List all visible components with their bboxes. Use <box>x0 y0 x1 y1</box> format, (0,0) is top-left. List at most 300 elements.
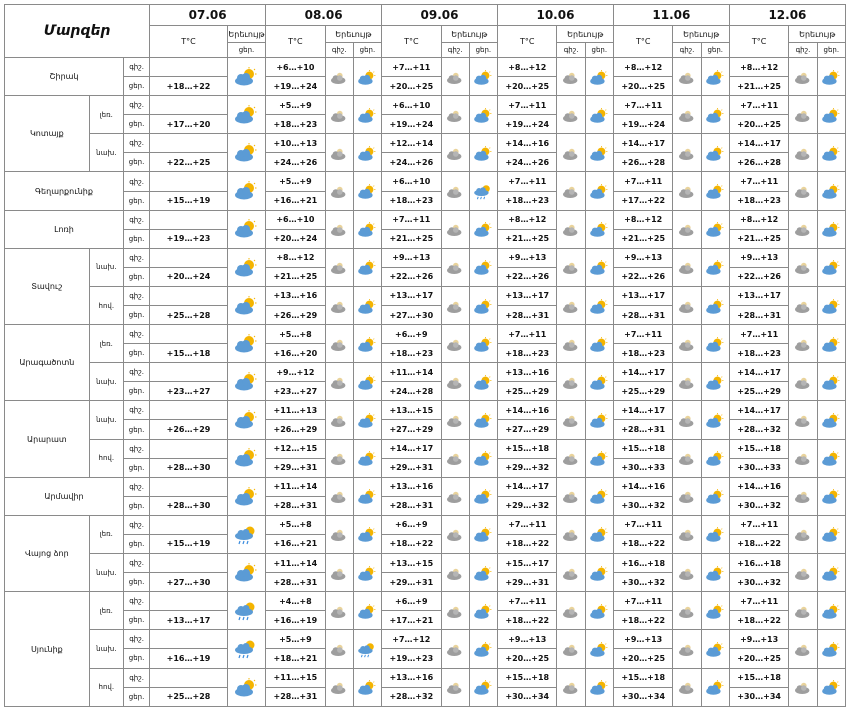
night-temp-cell: +6…+9 <box>382 515 441 534</box>
region-name: Շիրակ <box>5 58 124 96</box>
day-temp-cell: +28…+31 <box>266 687 325 706</box>
sun-cloud-icon <box>472 143 494 162</box>
partly-cloudy-icon-cell <box>469 58 497 96</box>
night-temp-cell: +11…+14 <box>382 363 441 382</box>
time-of-day-label: ցեր. <box>123 267 149 286</box>
table-row <box>5 630 846 649</box>
day-temp-cell: +30…+33 <box>729 458 788 477</box>
night-cloud-icon-cell <box>325 96 353 134</box>
cloud-icon <box>560 639 582 658</box>
day-temp-cell: +30…+32 <box>613 496 672 515</box>
sun-cloud-icon <box>472 601 494 620</box>
cloud-icon <box>792 487 814 506</box>
cloud-icon <box>676 67 698 86</box>
partly-cloudy-icon-cell <box>469 134 497 172</box>
partly-cloudy-icon-cell <box>701 363 729 401</box>
night-cloud-icon-cell <box>441 515 469 553</box>
night-cloud-icon-cell <box>673 668 701 707</box>
night-cloud-icon-cell <box>441 477 469 515</box>
night-temp-cell: +8…+12 <box>266 248 325 267</box>
day-subheader: ցեր. <box>353 43 381 58</box>
table-row <box>5 668 846 687</box>
night-cloud-icon-cell <box>557 477 585 515</box>
sun-cloud-icon <box>233 295 259 314</box>
night-temp-cell: +15…+18 <box>613 439 672 458</box>
cloud-icon <box>328 487 350 506</box>
sun-cloud-icon <box>704 525 726 544</box>
day-temp-cell: +21…+25 <box>382 229 441 248</box>
day-temp-cell: +18…+22 <box>382 534 441 553</box>
time-of-day-label: ցեր. <box>123 687 149 706</box>
partly-cloudy-icon-cell <box>701 96 729 134</box>
day-temp-cell: +27…+29 <box>498 420 557 439</box>
partly-cloudy-icon-cell <box>817 96 845 134</box>
cloud-icon <box>444 410 466 429</box>
day-temp-cell: +19…+23 <box>150 229 228 248</box>
time-of-day-label: ցեր. <box>123 496 149 515</box>
cloud-icon <box>444 143 466 162</box>
cloud-icon <box>676 678 698 697</box>
cloud-icon <box>560 449 582 468</box>
night-temp-cell: +4…+8 <box>266 592 325 611</box>
day-temp-cell: +26…+28 <box>613 153 672 172</box>
night-temp-cell: +9…+13 <box>613 248 672 267</box>
cloud-icon <box>328 182 350 201</box>
partly-cloudy-icon-cell <box>701 515 729 553</box>
night-cloud-icon-cell <box>441 325 469 363</box>
partly-cloudy-icon-cell <box>227 668 265 707</box>
day-temp-cell: +18…+22 <box>729 534 788 553</box>
day-temp-cell: +28…+30 <box>150 458 228 477</box>
day-temp-cell: +18…+21 <box>266 649 325 668</box>
night-cloud-icon-cell <box>789 668 817 707</box>
night-temp-cell: +8…+12 <box>613 210 672 229</box>
sun-cloud-icon <box>472 67 494 86</box>
day-temp-cell: +18…+23 <box>498 344 557 363</box>
sun-cloud-icon <box>588 449 610 468</box>
sun-cloud-icon <box>820 372 842 391</box>
cloud-icon <box>792 372 814 391</box>
day-temp-cell: +24…+26 <box>266 153 325 172</box>
time-of-day-label: ցեր. <box>123 344 149 363</box>
partly-cloudy-icon-cell <box>227 401 265 439</box>
day-temp-cell: +25…+28 <box>150 306 228 325</box>
partly-cloudy-icon-cell <box>353 477 381 515</box>
cloud-icon <box>560 487 582 506</box>
sun-cloud-icon <box>820 678 842 697</box>
day-temp-cell: +18…+23 <box>729 344 788 363</box>
zone-label: լեռ. <box>89 96 123 134</box>
day-temp-cell: +28…+32 <box>382 687 441 706</box>
night-cloud-icon-cell <box>441 172 469 210</box>
day-temp-cell: +29…+31 <box>382 458 441 477</box>
partly-cloudy-icon-cell <box>469 210 497 248</box>
day-temp-cell: +20…+25 <box>382 77 441 96</box>
night-temp-cell: +14…+17 <box>729 363 788 382</box>
cloud-icon <box>444 678 466 697</box>
cloud-icon <box>792 334 814 353</box>
night-temp-cell: +9…+13 <box>498 630 557 649</box>
cloud-icon <box>792 182 814 201</box>
phenomenon-header: Երեւույթ <box>325 26 381 43</box>
partly-cloudy-icon-cell <box>701 58 729 96</box>
region-name: Արագածոտն <box>5 325 90 401</box>
sun-cloud-icon <box>472 334 494 353</box>
night-subheader: գիշ. <box>441 43 469 58</box>
cloud-icon <box>676 639 698 658</box>
sun-cloud-icon <box>356 105 378 124</box>
sun-cloud-icon <box>704 639 726 658</box>
cloud-icon <box>792 410 814 429</box>
day-temp-cell: +18…+22 <box>150 77 228 96</box>
region-name: Արմավիր <box>5 477 124 515</box>
night-temp-cell <box>150 58 228 77</box>
partly-cloudy-icon-cell <box>701 325 729 363</box>
time-of-day-label: ցեր. <box>123 306 149 325</box>
cloud-icon <box>676 487 698 506</box>
partly-cloudy-icon-cell <box>585 363 613 401</box>
cloud-icon <box>328 601 350 620</box>
partly-cloudy-icon-cell <box>227 363 265 401</box>
cloud-icon <box>444 105 466 124</box>
table-row <box>5 286 846 305</box>
day-temp-cell: +18…+22 <box>613 534 672 553</box>
night-temp-cell: +7…+11 <box>729 96 788 115</box>
night-cloud-icon-cell <box>789 630 817 668</box>
night-temp-cell <box>150 172 228 191</box>
time-of-day-label: գիշ. <box>123 58 149 77</box>
sun-cloud-icon <box>820 601 842 620</box>
night-temp-cell: +12…+14 <box>382 134 441 153</box>
partly-cloudy-icon-cell <box>469 248 497 286</box>
night-temp-cell: +16…+18 <box>729 554 788 573</box>
night-temp-cell: +16…+18 <box>613 554 672 573</box>
cloud-icon <box>328 258 350 277</box>
night-temp-cell <box>150 630 228 649</box>
cloud-icon <box>328 372 350 391</box>
forecast-table-wrapper <box>4 4 846 707</box>
night-cloud-icon-cell <box>441 554 469 592</box>
cloud-icon <box>560 105 582 124</box>
time-of-day-label: ցեր. <box>123 420 149 439</box>
date-header: 09.06 <box>382 5 498 26</box>
sun-cloud-icon <box>233 562 259 581</box>
night-temp-cell: +15…+17 <box>498 554 557 573</box>
night-temp-cell: +7…+11 <box>613 325 672 344</box>
partly-cloudy-icon-cell <box>585 248 613 286</box>
cloud-icon <box>792 258 814 277</box>
day-temp-cell: +30…+32 <box>729 573 788 592</box>
header-row-dates <box>5 5 846 26</box>
day-temp-cell: +26…+29 <box>150 420 228 439</box>
cloud-icon <box>676 334 698 353</box>
cloud-icon <box>792 639 814 658</box>
sun-cloud-icon <box>820 143 842 162</box>
night-temp-cell: +5…+8 <box>266 515 325 534</box>
sun-rain-icon <box>233 639 259 658</box>
sun-cloud-icon <box>588 601 610 620</box>
day-temp-cell: +26…+29 <box>266 306 325 325</box>
sun-cloud-icon <box>820 525 842 544</box>
partly-cloudy-icon-cell <box>585 134 613 172</box>
time-of-day-label: ցեր. <box>123 153 149 172</box>
phenomenon-header: Երեւույթ <box>789 26 846 43</box>
partly-cloudy-icon-cell <box>585 515 613 553</box>
sun-cloud-icon <box>472 372 494 391</box>
night-cloud-icon-cell <box>557 248 585 286</box>
night-temp-cell: +6…+9 <box>382 592 441 611</box>
night-temp-cell: +13…+17 <box>498 286 557 305</box>
partly-cloudy-icon-cell <box>817 134 845 172</box>
sun-cloud-icon <box>472 563 494 582</box>
night-subheader: գիշ. <box>325 43 353 58</box>
night-temp-cell: +9…+12 <box>266 363 325 382</box>
night-cloud-icon-cell <box>673 630 701 668</box>
day-temp-cell: +25…+28 <box>150 687 228 706</box>
night-temp-cell: +14…+17 <box>498 477 557 496</box>
partly-cloudy-icon-cell <box>585 439 613 477</box>
partly-cloudy-icon-cell <box>227 286 265 324</box>
zone-label: նախ. <box>89 630 123 668</box>
zone-label: նախ. <box>89 248 123 286</box>
day-temp-cell: +18…+23 <box>729 191 788 210</box>
night-temp-cell: +13…+15 <box>382 401 441 420</box>
sun-cloud-icon <box>472 487 494 506</box>
day-temp-cell: +21…+25 <box>613 229 672 248</box>
night-temp-cell: +13…+17 <box>613 286 672 305</box>
partly-cloudy-icon-cell <box>469 401 497 439</box>
cloud-icon <box>560 678 582 697</box>
sun-cloud-icon <box>356 67 378 86</box>
sun-cloud-icon <box>704 182 726 201</box>
night-temp-cell: +15…+18 <box>729 439 788 458</box>
cloud-icon <box>328 143 350 162</box>
partly-cloudy-icon-cell <box>227 134 265 172</box>
day-temp-cell: +28…+31 <box>729 306 788 325</box>
sun-cloud-icon <box>704 487 726 506</box>
partly-cloudy-icon-cell <box>585 96 613 134</box>
sun-cloud-icon <box>588 143 610 162</box>
night-temp-cell: +8…+12 <box>498 210 557 229</box>
night-temp-cell <box>150 554 228 573</box>
time-of-day-label: գիշ. <box>123 96 149 115</box>
night-temp-cell: +13…+15 <box>382 554 441 573</box>
night-temp-cell: +7…+11 <box>498 592 557 611</box>
day-temp-cell: +23…+27 <box>266 382 325 401</box>
cloud-icon <box>676 296 698 315</box>
day-temp-cell: +24…+26 <box>382 153 441 172</box>
sun-cloud-icon <box>820 563 842 582</box>
day-temp-cell: +30…+33 <box>613 458 672 477</box>
sun-cloud-icon <box>704 220 726 239</box>
partly-cloudy-icon-cell <box>701 554 729 592</box>
sun-cloud-icon <box>588 487 610 506</box>
table-row <box>5 554 846 573</box>
night-cloud-icon-cell <box>557 439 585 477</box>
zone-label: նախ. <box>89 134 123 172</box>
night-temp-cell <box>150 134 228 153</box>
time-of-day-label: գիշ. <box>123 286 149 305</box>
night-temp-cell: +9…+13 <box>498 248 557 267</box>
day-temp-cell: +25…+29 <box>729 382 788 401</box>
night-cloud-icon-cell <box>673 96 701 134</box>
zone-label: հով. <box>89 286 123 324</box>
partly-cloudy-icon-cell <box>353 363 381 401</box>
cloud-icon <box>792 601 814 620</box>
sun-cloud-icon <box>356 601 378 620</box>
sun-cloud-icon <box>704 143 726 162</box>
day-temp-cell: +30…+32 <box>729 496 788 515</box>
night-temp-cell: +13…+16 <box>382 668 441 687</box>
sun-rain-icon <box>233 601 259 620</box>
night-temp-cell <box>150 592 228 611</box>
sun-cloud-icon <box>704 296 726 315</box>
sun-cloud-icon <box>704 67 726 86</box>
sun-cloud-icon <box>588 334 610 353</box>
cloud-icon <box>560 525 582 544</box>
night-subheader: գիշ. <box>789 43 817 58</box>
day-temp-cell: +20…+25 <box>498 77 557 96</box>
partly-cloudy-icon-cell <box>353 210 381 248</box>
night-temp-cell <box>150 439 228 458</box>
sun-rain-icon <box>356 639 378 658</box>
night-temp-cell <box>150 668 228 687</box>
sun-cloud-icon <box>233 448 259 467</box>
date-header: 10.06 <box>498 5 614 26</box>
night-cloud-icon-cell <box>325 477 353 515</box>
night-cloud-icon-cell <box>441 96 469 134</box>
day-subheader: ցեր. <box>817 43 845 58</box>
partly-cloudy-icon-cell <box>469 439 497 477</box>
partly-cloudy-icon-cell <box>353 554 381 592</box>
region-name: Տավուշ <box>5 248 90 324</box>
sun-cloud-icon <box>704 372 726 391</box>
cloud-icon <box>560 372 582 391</box>
cloud-icon <box>444 372 466 391</box>
region-name: Գեղարքունիք <box>5 172 124 210</box>
day-temp-cell: +22…+26 <box>498 267 557 286</box>
region-name: Կոտայք <box>5 96 90 172</box>
partly-cloudy-icon-cell <box>817 554 845 592</box>
night-cloud-icon-cell <box>789 554 817 592</box>
night-cloud-icon-cell <box>325 248 353 286</box>
table-row <box>5 439 846 458</box>
night-cloud-icon-cell <box>789 286 817 324</box>
night-cloud-icon-cell <box>557 668 585 707</box>
table-row <box>5 172 846 191</box>
night-cloud-icon-cell <box>441 134 469 172</box>
day-temp-cell: +30…+34 <box>613 687 672 706</box>
night-cloud-icon-cell <box>325 439 353 477</box>
table-row <box>5 477 846 496</box>
time-of-day-label: գիշ. <box>123 515 149 534</box>
time-of-day-label: գիշ. <box>123 210 149 229</box>
night-temp-cell: +5…+9 <box>266 172 325 191</box>
day-temp-cell: +17…+21 <box>382 611 441 630</box>
cloud-icon <box>676 372 698 391</box>
day-temp-cell: +29…+32 <box>498 496 557 515</box>
sun-cloud-icon <box>588 182 610 201</box>
day-subheader: ցեր. <box>701 43 729 58</box>
cloud-icon <box>560 563 582 582</box>
day-temp-cell: +22…+26 <box>613 267 672 286</box>
sun-cloud-icon <box>472 105 494 124</box>
night-cloud-icon-cell <box>789 210 817 248</box>
partly-cloudy-icon-cell <box>701 286 729 324</box>
night-cloud-icon-cell <box>557 58 585 96</box>
night-cloud-icon-cell <box>789 363 817 401</box>
cloud-icon <box>676 410 698 429</box>
night-cloud-icon-cell <box>325 363 353 401</box>
partly-cloudy-icon-cell <box>469 630 497 668</box>
night-temp-cell: +8…+12 <box>729 210 788 229</box>
partly-cloudy-icon-cell <box>585 325 613 363</box>
sun-cloud-icon <box>704 449 726 468</box>
night-temp-cell <box>150 286 228 305</box>
time-of-day-label: ցեր. <box>123 382 149 401</box>
night-cloud-icon-cell <box>441 210 469 248</box>
day-temp-cell: +18…+22 <box>498 534 557 553</box>
sun-cloud-icon <box>588 525 610 544</box>
night-cloud-icon-cell <box>325 668 353 707</box>
night-temp-cell: +10…+13 <box>266 134 325 153</box>
day-temp-cell: +29…+31 <box>266 458 325 477</box>
night-temp-cell: +7…+11 <box>382 210 441 229</box>
night-cloud-icon-cell <box>441 668 469 707</box>
day-temp-cell: +18…+22 <box>729 611 788 630</box>
sun-cloud-icon <box>233 181 259 200</box>
sun-cloud-icon <box>356 182 378 201</box>
night-cloud-icon-cell <box>673 515 701 553</box>
day-temp-cell: +29…+32 <box>498 458 557 477</box>
partly-cloudy-icon-cell <box>817 248 845 286</box>
night-cloud-icon-cell <box>673 325 701 363</box>
night-temp-cell: +14…+16 <box>498 134 557 153</box>
night-temp-cell: +14…+17 <box>613 363 672 382</box>
partly-cloudy-icon-cell <box>353 439 381 477</box>
night-cloud-icon-cell <box>673 554 701 592</box>
partly-cloudy-icon-cell <box>817 592 845 630</box>
phenomenon-header: Երեւույթ <box>441 26 497 43</box>
night-cloud-icon-cell <box>673 172 701 210</box>
night-temp-cell: +5…+9 <box>266 96 325 115</box>
night-cloud-icon-cell <box>789 592 817 630</box>
night-cloud-icon-cell <box>441 363 469 401</box>
partly-cloudy-icon-cell <box>817 325 845 363</box>
day-temp-cell: +19…+23 <box>382 649 441 668</box>
sun-cloud-icon <box>820 258 842 277</box>
partly-cloudy-icon-cell <box>353 248 381 286</box>
day-temp-cell: +20…+25 <box>613 77 672 96</box>
night-subheader: գիշ. <box>557 43 585 58</box>
cloud-icon <box>328 105 350 124</box>
forecast-table <box>4 4 846 707</box>
zone-label: հով. <box>89 439 123 477</box>
cloud-icon <box>560 410 582 429</box>
table-row <box>5 325 846 344</box>
partly-cloudy-icon-cell <box>227 58 265 96</box>
zone-label: լեռ. <box>89 515 123 553</box>
time-of-day-label: գիշ. <box>123 439 149 458</box>
night-cloud-icon-cell <box>557 554 585 592</box>
sun-cloud-icon <box>704 334 726 353</box>
night-cloud-icon-cell <box>673 401 701 439</box>
night-temp-cell: +14…+16 <box>613 477 672 496</box>
night-cloud-icon-cell <box>441 630 469 668</box>
partly-cloudy-icon-cell <box>469 363 497 401</box>
sun-cloud-icon <box>356 296 378 315</box>
cloud-icon <box>444 67 466 86</box>
